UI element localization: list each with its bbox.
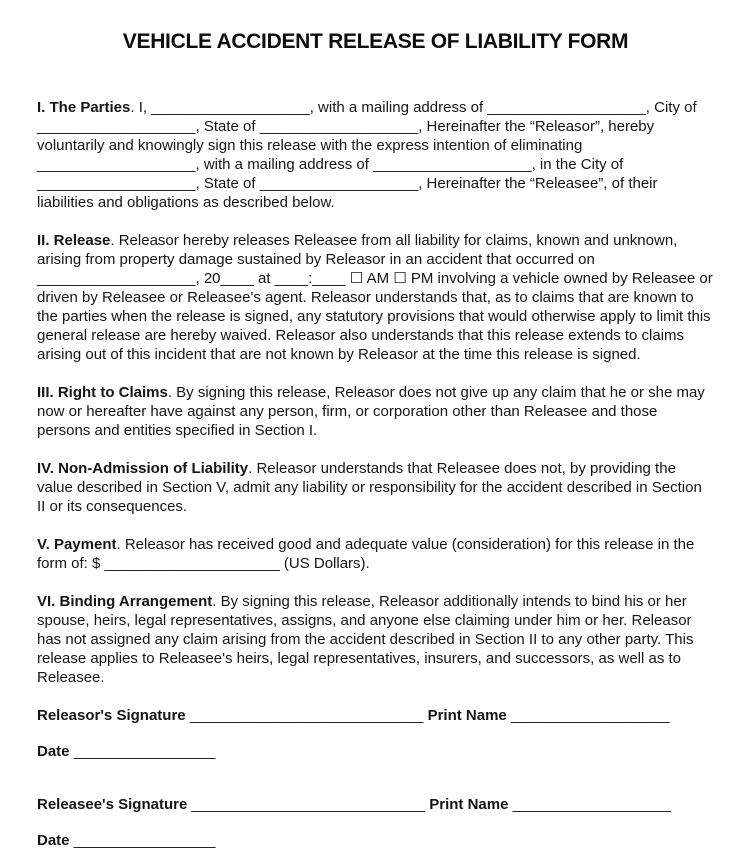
- releasee-signature-row: [37, 795, 714, 814]
- releasee-signature-label: Releasee's Signature: [37, 796, 188, 813]
- section-non-admission: [37, 459, 714, 516]
- section-non-admission-body: . Releasor understands that Releasee does not, by providing the value described in Section V, admit any liability or responsibility for the accident described in Section II or its consequences.: [37, 460, 702, 515]
- releasee-signature-line: ____________________________: [191, 796, 426, 813]
- releasor-print-name-line: ___________________: [510, 707, 670, 724]
- signature-area: [37, 706, 714, 850]
- section-payment-heading: V. Payment: [37, 536, 117, 553]
- releasee-date-line: _________________: [73, 832, 216, 849]
- section-right-to-claims-heading: III. Right to Claims: [37, 384, 168, 401]
- releasor-signature-line: ____________________________: [189, 707, 424, 724]
- section-the-parties-heading: I. The Parties: [37, 99, 131, 116]
- section-release: [37, 231, 714, 364]
- releasee-print-name-label: Print Name: [429, 796, 509, 813]
- releasor-signature-label: Releasor's Signature: [37, 707, 186, 724]
- releasor-date-line: _________________: [73, 743, 216, 760]
- section-binding-arrangement-heading: VI. Binding Arrangement: [37, 593, 213, 610]
- releasor-print-name-label: Print Name: [427, 707, 507, 724]
- document-title: VEHICLE ACCIDENT RELEASE OF LIABILITY FORM: [122, 30, 629, 53]
- releasee-print-name-line: ___________________: [512, 796, 672, 813]
- releasee-date-label: Date: [37, 832, 70, 849]
- section-the-parties: [37, 98, 714, 212]
- section-right-to-claims: [37, 383, 714, 440]
- section-binding-arrangement-body: . By signing this release, Releasor additionally intends to bind his or her spouse, heirs, legal representatives, assigns, and anyone else claiming under him or her. Releasor has not assigned any claim arising from the accident described in Section II to any other party. This release applies to Releasee's heirs, legal representatives, insurers, and successors, as well as to Releasee.: [37, 593, 694, 686]
- section-release-heading: II. Release: [37, 232, 111, 249]
- section-right-to-claims-body: . By signing this release, Releasor does not give up any claim that he or she may now or hereafter have against any person, firm, or corporation other than Releasee and those persons and entities specified in Section I.: [37, 384, 705, 439]
- section-payment: [37, 535, 714, 573]
- section-payment-body: . Releasor has received good and adequate value (consideration) for this release in the form of: $ _____________________ (US Dollars).: [37, 536, 695, 572]
- releasee-date-row: [37, 831, 714, 850]
- releasee-signature-block: [37, 795, 714, 850]
- releasor-signature-row: [37, 706, 714, 725]
- releasor-date-label: Date: [37, 743, 70, 760]
- section-binding-arrangement: [37, 592, 714, 687]
- section-release-body: . Releasor hereby releases Releasee from all liability for claims, known and unknown, arising from property damage sustained by Releasor in an accident that occurred on ___________________, 20____ at ____:____ ☐ AM ☐ PM involving a vehicle owned by Releasee or driven by Releasee or Releasee's agent. Releasor understands that, as to claims that are known to the parties when the release is signed, any statutory provisions that would otherwise apply to limit this general release are hereby waived. Releasor also understands that this release extends to claims arising out of this incident that are not known by Releasor at the time this release is signed.: [37, 232, 713, 363]
- releasor-date-row: [37, 742, 714, 761]
- section-non-admission-heading: IV. Non-Admission of Liability: [37, 460, 249, 477]
- section-the-parties-body: . I, ___________________, with a mailing address of ___________________, City of ___________________, State of ___________________, Hereinafter the “Releasor”, hereby voluntarily and knowingly sign this release with the express intention of eliminating ___________________, with a mailing address of ___________________, in the City of ___________________, State of ___________________, Hereinafter the “Releasee”, of their liabilities and obligations as described below.: [37, 99, 697, 211]
- releasor-signature-block: [37, 706, 714, 761]
